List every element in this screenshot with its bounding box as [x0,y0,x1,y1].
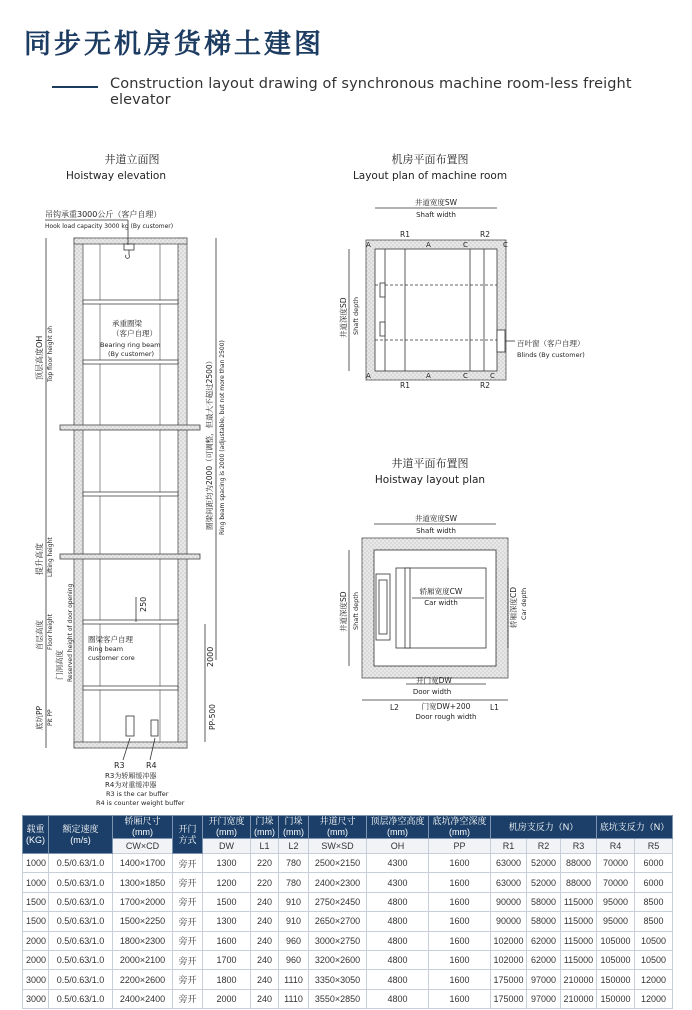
table-cell: 115000 [561,892,597,911]
th-l1: 门垛 (mm) [251,816,279,839]
note-r3-en: R3 is the car buffer [106,790,169,798]
table-body [23,854,673,1009]
sub-cwcd: CW×CD [113,839,173,854]
ring-beam-en2: customer core [88,654,135,662]
mr-c-3: C [463,372,468,380]
table-row [23,873,673,892]
table-cell: 4300 [367,873,429,892]
mr-c-4: C [490,372,495,380]
table-cell: 4800 [367,931,429,950]
table-cell: 0.5/0.63/1.0 [49,950,113,969]
table-cell: 210000 [561,970,597,989]
table-cell: 1800 [203,970,251,989]
sub-r3: R3 [561,839,597,854]
table-cell: 97000 [527,989,561,1008]
note-r3-cn: R3为轿厢缓冲器 [105,772,157,780]
table-cell: 102000 [491,931,527,950]
table-cell: 90000 [491,892,527,911]
th-oh: 顶层净空高度 (mm) [367,816,429,839]
table-cell: 8500 [635,892,673,911]
bearing-beam-cn2: （客户自理） [112,329,157,338]
cw-buffer-icon [151,720,158,736]
table-cell: 1700×2000 [113,892,173,911]
hook-label-cn: 吊钩承重3000公斤（客户自理） [45,210,162,219]
table-cell: 10500 [635,950,673,969]
table-cell: 旁开 [173,931,203,950]
ring-beam-cn: 圈梁客户自理 [88,635,133,644]
mr-a-2: A [426,241,431,249]
table-cell: 240 [251,989,279,1008]
table-cell: 10500 [635,931,673,950]
table-cell: 1110 [279,989,309,1008]
table-cell: 63000 [491,854,527,873]
table-cell: 1500×2250 [113,912,173,931]
table-cell: 旁开 [173,970,203,989]
hp-sd-en: Shaft depth [352,592,360,630]
mr-r2-top: R2 [480,230,490,239]
table-cell: 1600 [429,989,491,1008]
table-cell: 220 [251,873,279,892]
table-cell: 2000 [23,931,49,950]
table-cell: 0.5/0.63/1.0 [49,854,113,873]
mr-sw-en: Shaft width [416,211,456,219]
table-cell: 240 [251,931,279,950]
table-cell: 3350×3050 [309,970,367,989]
hp-l1: L1 [490,703,499,712]
mr-sd-en: Shaft depth [352,297,360,335]
pit-slab [74,742,187,748]
hp-cd-en: Car depth [520,587,528,620]
table-cell: 3000 [23,989,49,1008]
elevation-title-cn: 井道立面图 [104,153,160,166]
table-cell: 175000 [491,989,527,1008]
table-cell: 1000 [23,873,49,892]
table-cell: 210000 [561,989,597,1008]
hp-l2: L2 [390,703,399,712]
table-cell: 1300 [203,854,251,873]
blinds-en: Blinds (By customer) [517,351,585,359]
note-r4-en: R4 is counter weight buffer [96,799,185,807]
mr-c-2: C [503,241,508,249]
table-cell: 1600 [429,912,491,931]
table-cell: 97000 [527,970,561,989]
table-cell: 2200×2600 [113,970,173,989]
floor-height-cn: 首层高度 [35,620,44,650]
sub-oh: OH [367,839,429,854]
hoistway-plan-title-cn: 井道平面布置图 [391,457,469,470]
table-subheader-row [23,839,673,854]
table-cell: 4800 [367,950,429,969]
table-cell: 1500 [203,892,251,911]
table-row [23,950,673,969]
sub-r4: R4 [597,839,635,854]
th-car: 轿厢尺寸 (mm) [113,816,173,839]
title-rule [52,86,98,88]
table-cell: 2650×2700 [309,912,367,931]
table-cell: 52000 [527,873,561,892]
table-cell: 1600 [429,970,491,989]
door-height-cn: 门洞高度 [55,650,64,680]
table-cell: 4300 [367,854,429,873]
table-cell: 150000 [597,970,635,989]
table-cell: 1600 [429,950,491,969]
table-cell: 150000 [597,989,635,1008]
hp-sw-en: Shaft width [416,527,456,535]
table-cell: 1400×1700 [113,854,173,873]
table-cell: 6000 [635,873,673,892]
bearing-beam-en: Bearing ring beam [100,341,161,349]
bearing-beam-cn: 承重圈梁 [112,319,142,328]
blinds-icon [497,330,505,352]
right-wall [178,238,187,748]
table-cell: 175000 [491,970,527,989]
th-pp: 底坑净空深度 (mm) [429,816,491,839]
spec-table [22,815,673,1009]
spacing-label-en: Ring beam spacing is 2000 (adjustable, but not more than 2500) [219,340,226,535]
table-cell: 105000 [597,950,635,969]
note-r4-cn: R4为对重缓冲器 [105,781,157,789]
table-cell: 3200×2600 [309,950,367,969]
table-cell: 2750×2450 [309,892,367,911]
ring-beam-en: Ring beam [88,645,124,653]
table-cell: 旁开 [173,892,203,911]
hp-rough-en: Door rough width [415,713,477,721]
table-row [23,989,673,1008]
table-cell: 960 [279,950,309,969]
sub-l1: L1 [251,839,279,854]
th-pit: 底坑支反力（N） [597,816,673,839]
floor-height-en: Floor height [47,614,54,650]
table-cell: 3000 [23,970,49,989]
sub-r1: R1 [491,839,527,854]
table-cell: 95000 [597,892,635,911]
th-speed: 额定速度 (m/s) [49,816,113,854]
top-slab [74,238,187,244]
th-door-type: 开门 方式 [173,816,203,854]
table-cell: 2000 [23,950,49,969]
table-cell: 58000 [527,912,561,931]
table-cell: 88000 [561,873,597,892]
table-cell: 1600 [203,931,251,950]
table-cell: 3000×2750 [309,931,367,950]
table-cell: 1000 [23,854,49,873]
blinds-cn: 百叶窗（客户自理） [517,339,585,348]
lift-label-cn: 提升高度 [35,543,44,575]
table-cell: 1110 [279,970,309,989]
mr-r2-bottom: R2 [480,381,490,390]
hoistway-plan-title-en: Hoistway layout plan [374,474,486,486]
hp-sw-cn: 井道宽度SW [414,514,458,523]
table-cell: 12000 [635,970,673,989]
table-cell: 95000 [597,912,635,931]
table-cell: 2400×2400 [113,989,173,1008]
left-wall [74,238,83,748]
table-cell: 910 [279,912,309,931]
table-cell: 6000 [635,854,673,873]
table-cell: 52000 [527,854,561,873]
table-cell: 1600 [429,873,491,892]
table-cell: 0.5/0.63/1.0 [49,970,113,989]
table-cell: 旁开 [173,873,203,892]
table-cell: 2000×2100 [113,950,173,969]
r3-label: R3 [114,761,125,770]
table-cell: 4800 [367,970,429,989]
th-l2: 门垛 (mm) [279,816,309,839]
table-cell: 63000 [491,873,527,892]
table-row [23,854,673,873]
door-height-en: Reserved height of door opening [67,583,74,682]
table-cell: 780 [279,873,309,892]
table-row [23,970,673,989]
table-cell: 2400×2300 [309,873,367,892]
table-cell: 115000 [561,931,597,950]
th-shaft: 井道尺寸 (mm) [309,816,367,839]
r4-label: R4 [146,761,157,770]
sub-dw: DW [203,839,251,854]
hp-dw-en: Door width [412,688,452,696]
pp-dim: PP-500 [208,704,217,730]
pit-label-en: Pit PP [47,709,54,726]
sub-r5: R5 [635,839,673,854]
lift-label-en: Lifting height [47,537,54,577]
pit-label-cn: 底坑PP [35,705,44,730]
sub-r2: R2 [527,839,561,854]
table-cell: 115000 [561,950,597,969]
th-load: 载重 (KG) [23,816,49,854]
table-cell: 70000 [597,873,635,892]
mr-r1-top: R1 [400,230,410,239]
mr-sw-cn: 井道宽度SW [414,198,458,207]
table-row [23,912,673,931]
table-cell: 70000 [597,854,635,873]
dim-2000: 2000 [206,646,215,667]
oh-label-en: Top floor height oh [47,325,54,382]
machine-room-plan [338,152,585,390]
table-cell: 1700 [203,950,251,969]
spacing-label-cn: 圈梁间距均为2000（可调整，但最大不超过2500） [205,356,214,530]
table-cell: 旁开 [173,854,203,873]
machine-room-title-en: Layout plan of machine room [352,170,508,182]
table-cell: 240 [251,912,279,931]
table-cell: 1600 [429,931,491,950]
table-cell: 240 [251,970,279,989]
mr-c-1: C [463,241,468,249]
oh-label-cn: 顶层高度OH [35,335,44,380]
mr-a-3: A [366,372,371,380]
table-cell: 0.5/0.63/1.0 [49,892,113,911]
sub-swsd: SW×SD [309,839,367,854]
table-cell: 旁开 [173,950,203,969]
table-cell: 105000 [597,931,635,950]
table-cell: 910 [279,892,309,911]
table-cell: 2500×2150 [309,854,367,873]
hp-cd-cn: 轿厢深度CD [509,586,518,628]
table-cell: 240 [251,892,279,911]
table-cell: 960 [279,931,309,950]
table-cell: 旁开 [173,912,203,931]
mr-sd-cn: 井道深度SD [339,297,348,338]
table-cell: 0.5/0.63/1.0 [49,912,113,931]
table-cell: 1200 [203,873,251,892]
table-cell: 62000 [527,950,561,969]
table-cell: 4800 [367,989,429,1008]
sub-pp: PP [429,839,491,854]
hp-cw-cn: 轿厢宽度CW [419,587,463,596]
dim-250: 250 [139,596,148,612]
table-cell: 4800 [367,912,429,931]
table-cell: 1500 [23,912,49,931]
hook-icon [124,244,134,250]
table-cell: 8500 [635,912,673,931]
elevation-title-en: Hoistway elevation [66,170,166,182]
table-cell: 1600 [429,892,491,911]
bearing-beam-en2: (By customer) [108,350,155,358]
table-cell: 0.5/0.63/1.0 [49,873,113,892]
page-subtitle: Construction layout drawing of synchronous machine room-less freight elevator [110,76,632,108]
table-cell: 旁开 [173,989,203,1008]
table-cell: 3550×2850 [309,989,367,1008]
hp-cw-en: Car width [424,599,458,607]
machine-room-title-cn: 机房平面布置图 [391,153,469,166]
table-cell: 1800×2300 [113,931,173,950]
table-cell: 1300 [203,912,251,931]
hoistway-elevation [34,152,226,807]
th-mr: 机房支反力（N） [491,816,597,839]
mr-a-4: A [426,372,431,380]
car-buffer-icon [126,716,134,736]
table-cell: 115000 [561,912,597,931]
sub-l2: L2 [279,839,309,854]
table-cell: 58000 [527,892,561,911]
hp-sd-cn: 井道深度SD [339,591,348,632]
table-cell: 62000 [527,931,561,950]
table-cell: 0.5/0.63/1.0 [49,989,113,1008]
table-cell: 2000 [203,989,251,1008]
table-cell: 90000 [491,912,527,931]
mr-a-1: A [366,241,371,249]
table-header-row [23,816,673,839]
table-cell: 88000 [561,854,597,873]
table-cell: 1600 [429,854,491,873]
page-title: 同步无机房货梯土建图 [24,29,324,60]
hp-dw-cn: 开门宽DW [416,676,452,685]
table-cell: 12000 [635,989,673,1008]
table-cell: 1500 [23,892,49,911]
table-cell: 780 [279,854,309,873]
hook-label-en: Hook load capacity 3000 kg (By customer) [45,223,174,230]
table-cell: 0.5/0.63/1.0 [49,931,113,950]
table-cell: 220 [251,854,279,873]
th-door-w: 开门宽度 (mm) [203,816,251,839]
table-row [23,892,673,911]
hp-rough-cn: 门宽DW+200 [421,702,471,711]
hoistway-plan [338,456,528,721]
table-cell: 102000 [491,950,527,969]
table-cell: 4800 [367,892,429,911]
table-row [23,931,673,950]
table-cell: 240 [251,950,279,969]
mr-r1-bottom: R1 [400,381,410,390]
table-cell: 1300×1850 [113,873,173,892]
drawings-area [0,130,692,810]
